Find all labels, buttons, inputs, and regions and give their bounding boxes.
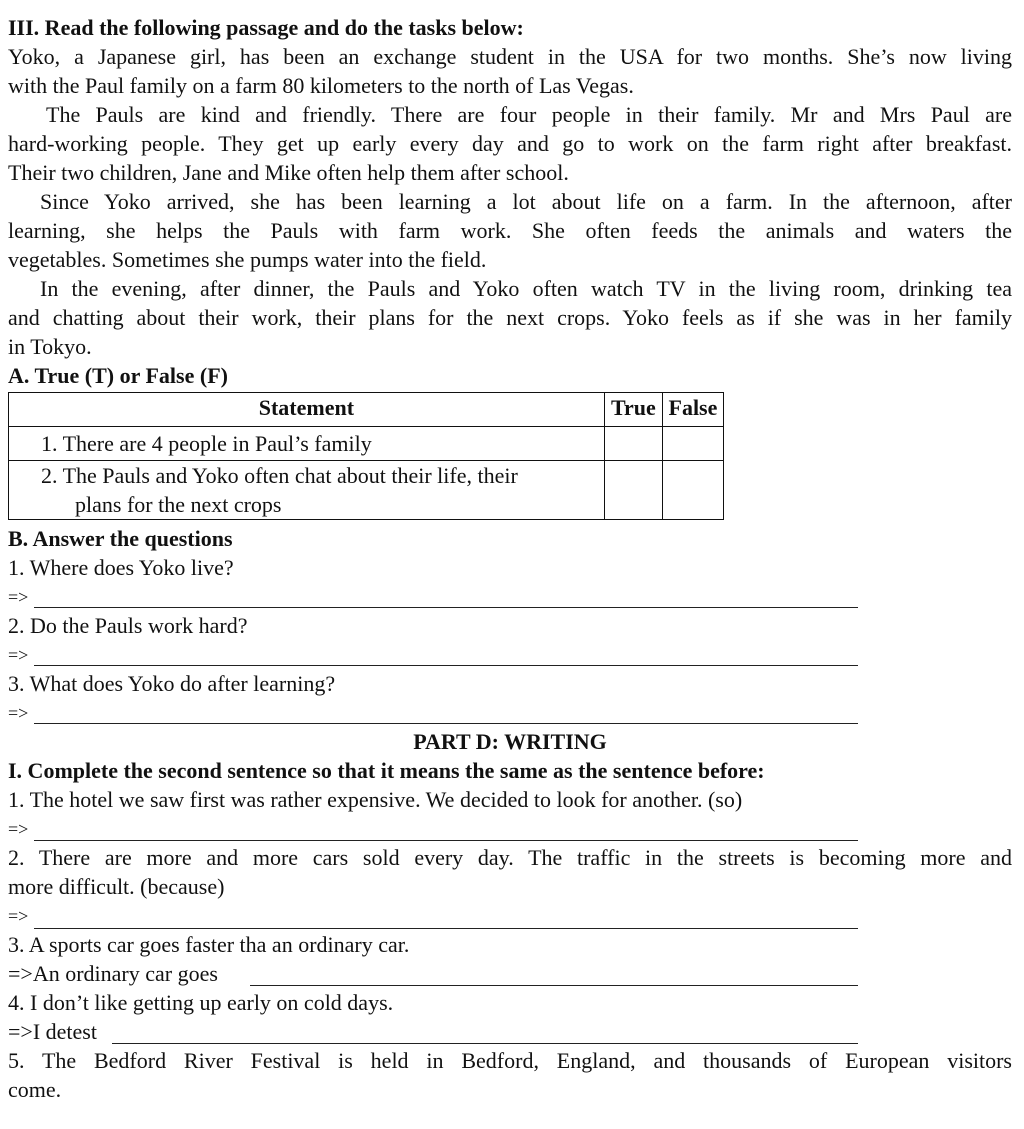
passage-line: Yoko, a Japanese girl, has been an exchange student in the USA for two months. She’s now living — [8, 44, 1012, 69]
answer-prefix: => — [8, 645, 29, 665]
writing-item: 2. There are more and more cars sold every day. The traffic in the streets is becoming more and — [8, 845, 1012, 870]
table-header-row — [9, 393, 724, 427]
statement-cell: 1. There are 4 people in Paul’s family — [9, 427, 605, 461]
writing-item: more difficult. (because) — [8, 874, 225, 899]
false-header: False — [662, 393, 723, 427]
passage-line: vegetables. Sometimes she pumps water into the field. — [8, 247, 487, 272]
passage-line: and chatting about their work, their plans for the next crops. Yoko feels as if she was in her family — [8, 305, 1012, 330]
question: 1. Where does Yoko live? — [8, 555, 234, 580]
passage-line: learning, she helps the Pauls with farm work. She often feeds the animals and waters the — [8, 218, 1012, 243]
table-row — [9, 461, 724, 520]
passage-line: with the Paul family on a farm 80 kilometers to the north of Las Vegas. — [8, 73, 634, 98]
answer-prefix: =>An ordinary car goes — [8, 961, 218, 986]
passage-line: In the evening, after dinner, the Pauls and Yoko often watch TV in the living room, drinking tea — [40, 276, 1012, 301]
part-d-title: PART D: WRITING — [413, 729, 607, 754]
passage-line: Since Yoko arrived, she has been learning a lot about life on a farm. In the afternoon, after — [40, 189, 1012, 214]
passage-line: The Pauls are kind and friendly. There are four people in their family. Mr and Mrs Paul are — [46, 102, 1012, 127]
answer-line[interactable] — [34, 840, 858, 841]
passage-line: Their two children, Jane and Mike often help them after school. — [8, 160, 569, 185]
answer-line[interactable] — [34, 723, 858, 724]
part-a-heading: A. True (T) or False (F) — [8, 363, 228, 388]
false-answer-cell[interactable] — [662, 427, 723, 461]
table-row — [9, 427, 724, 461]
true-answer-cell[interactable] — [604, 461, 662, 520]
answer-line[interactable] — [250, 985, 858, 986]
passage-line: hard-working people. They get up early every day and go to work on the farm right after breakfast. — [8, 131, 1012, 156]
answer-prefix: => — [8, 587, 29, 607]
true-header: True — [604, 393, 662, 427]
part-d-heading: I. Complete the second sentence so that it means the same as the sentence before: — [8, 758, 765, 783]
answer-prefix: => — [8, 819, 29, 839]
true-answer-cell[interactable] — [604, 427, 662, 461]
writing-item: 5. The Bedford River Festival is held in Bedford, England, and thousands of European visitors — [8, 1048, 1012, 1073]
false-answer-cell[interactable] — [662, 461, 723, 520]
part-b-heading: B. Answer the questions — [8, 526, 233, 551]
statement-line: 2. The Pauls and Yoko often chat about their life, their — [41, 463, 518, 488]
answer-prefix: => — [8, 906, 29, 926]
writing-item: come. — [8, 1077, 62, 1102]
passage-line: in Tokyo. — [8, 334, 92, 359]
statement-header: Statement — [9, 393, 605, 427]
statement-cell — [9, 461, 605, 520]
true-false-table — [8, 392, 724, 520]
answer-prefix: =>I detest — [8, 1019, 97, 1044]
answer-line[interactable] — [34, 665, 858, 666]
question: 2. Do the Pauls work hard? — [8, 613, 248, 638]
writing-item: 3. A sports car goes faster tha an ordinary car. — [8, 932, 410, 957]
answer-line[interactable] — [112, 1043, 858, 1044]
question: 3. What does Yoko do after learning? — [8, 671, 336, 696]
writing-item: 1. The hotel we saw first was rather expensive. We decided to look for another. (so) — [8, 787, 743, 812]
writing-item: 4. I don’t like getting up early on cold days. — [8, 990, 394, 1015]
answer-line[interactable] — [34, 928, 858, 929]
answer-line[interactable] — [34, 607, 858, 608]
statement-line: plans for the next crops — [75, 492, 282, 517]
answer-prefix: => — [8, 703, 29, 723]
section-heading: III. Read the following passage and do the tasks below: — [8, 15, 524, 40]
